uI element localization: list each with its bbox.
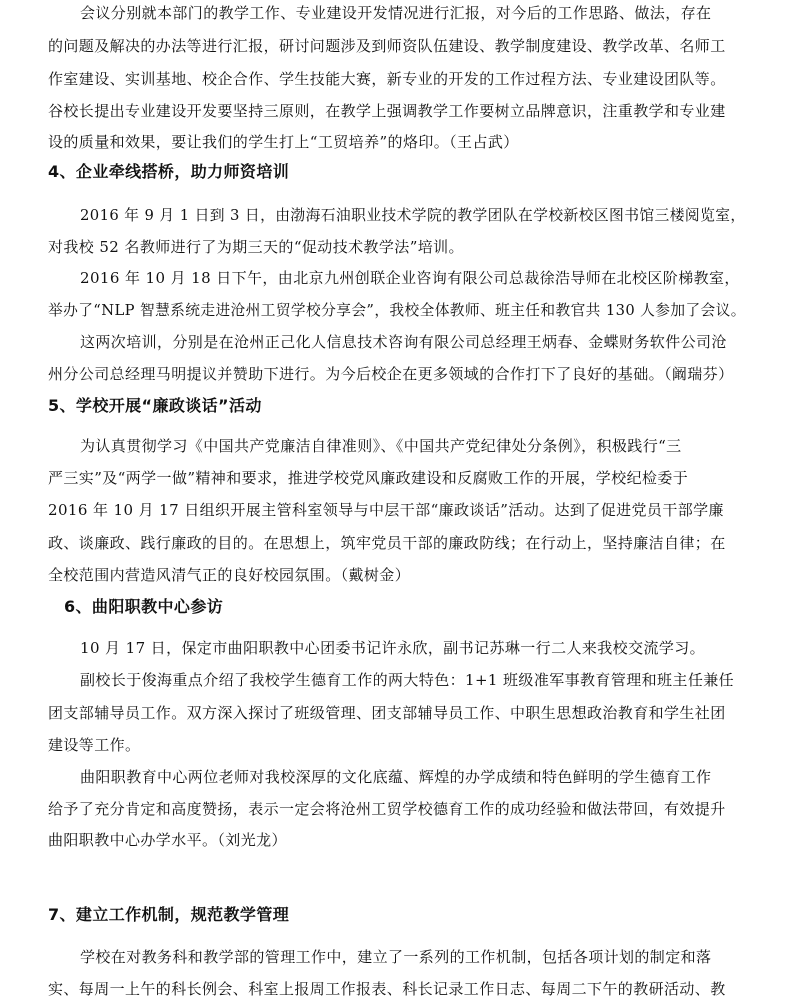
section-heading: 6、曲阳职教中心参访 <box>64 597 224 616</box>
paragraph-line: 曲阳职教育中心两位老师对我校深厚的文化底蕴、辉煌的办学成绩和特色鲜明的学生德育工作 <box>80 768 712 786</box>
section-heading: 4、企业牵线搭桥，助力师资培训 <box>48 162 290 181</box>
paragraph-line: 全校范围内营造风清气正的良好校园氛围。（戴树金） <box>48 566 411 584</box>
paragraph-line: 给予了充分肯定和高度赞扬，表示一定会将沧州工贸学校德育工作的成功经验和做法带回，有效提升 <box>48 800 726 818</box>
paragraph-line: 这两次培训，分别是在沧州正己化人信息技术咨询有限公司总经理王炳春、金蝶财务软件公司沧 <box>80 333 727 351</box>
paragraph-line: 举办了“NLP 智慧系统走进沧州工贸学校分享会”，我校全体教师、班主任和教官共 130 人参加了会议。 <box>48 301 746 319</box>
paragraph-line: 2016 年 9 月 1 日到 3 日，由渤海石油职业技术学院的教学团队在学校新校区图书馆三楼阅览室， <box>80 206 746 224</box>
paragraph-line: 2016 年 10 月 18 日下午，由北京九州创联企业咨询有限公司总裁徐浩导师在北校区阶梯教室， <box>80 269 740 287</box>
paragraph-line: 作室建设、实训基地、校企合作、学生技能大赛，新专业的开发的工作过程方法、专业建设团队等。 <box>48 70 726 88</box>
paragraph-line: 的问题及解决的办法等进行汇报，研讨问题涉及到师资队伍建设、教学制度建设、教学改革、名师工 <box>48 37 726 55</box>
paragraph-line: 10 月 17 日，保定市曲阳职教中心团委书记许永欣，副书记苏琳一行二人来我校交流学习。 <box>80 639 706 657</box>
paragraph-line: 实、每周一上午的科长例会、科室上报周工作报表、科长记录工作日志、每周二下午的教研活动、教 <box>48 980 726 998</box>
section-heading: 5、学校开展“廉政谈话”活动 <box>48 396 262 415</box>
paragraph-line: 对我校 52 名教师进行了为期三天的“促动技术教学法”培训。 <box>48 238 464 256</box>
paragraph-line: 2016 年 10 月 17 日组织开展主管科室领导与中层干部“廉政谈话”活动。达到了促进党员干部学廉 <box>48 501 724 519</box>
paragraph-line: 学校在对教务科和教学部的管理工作中，建立了一系列的工作机制，包括各项计划的制定和落 <box>80 948 712 966</box>
paragraph-line: 设的质量和效果，要让我们的学生打上“工贸培养”的烙印。（王占武） <box>48 133 519 151</box>
paragraph-line: 建设等工作。 <box>48 736 141 754</box>
paragraph-line: 为认真贯彻学习《中国共产党廉洁自律准则》、《中国共产党纪律处分条例》，积极践行“三 <box>80 437 682 455</box>
paragraph-line: 团支部辅导员工作。双方深入探讨了班级管理、团支部辅导员工作、中职生思想政治教育和学生社团 <box>48 704 726 722</box>
paragraph-line: 副校长于俊海重点介绍了我校学生德育工作的两大特色：1+1 班级准军事教育管理和班主任兼任 <box>80 671 735 689</box>
paragraph-line: 州分公司总经理马明提议并赞助下进行。为今后校企在更多领域的合作打下了良好的基础。（阚瑞芬） <box>48 365 734 383</box>
paragraph-line: 谷校长提出专业建设开发要坚持三原则，在教学上强调教学工作要树立品牌意识，注重教学和专业建 <box>48 102 726 120</box>
paragraph-line: 政、谈廉政、践行廉政的目的。在思想上，筑牢党员干部的廉政防线；在行动上，坚持廉洁自律；在 <box>48 534 726 552</box>
paragraph-line: 曲阳职教中心办学水平。（刘光龙） <box>48 831 287 849</box>
section-heading: 7、建立工作机制，规范教学管理 <box>48 905 290 924</box>
paragraph-line: 会议分别就本部门的教学工作、专业建设开发情况进行汇报，对今后的工作思路、做法，存在 <box>80 4 712 22</box>
paragraph-line: 严三实”及“两学一做”精神和要求，推进学校党风廉政建设和反腐败工作的开展，学校纪检委于 <box>48 469 689 487</box>
